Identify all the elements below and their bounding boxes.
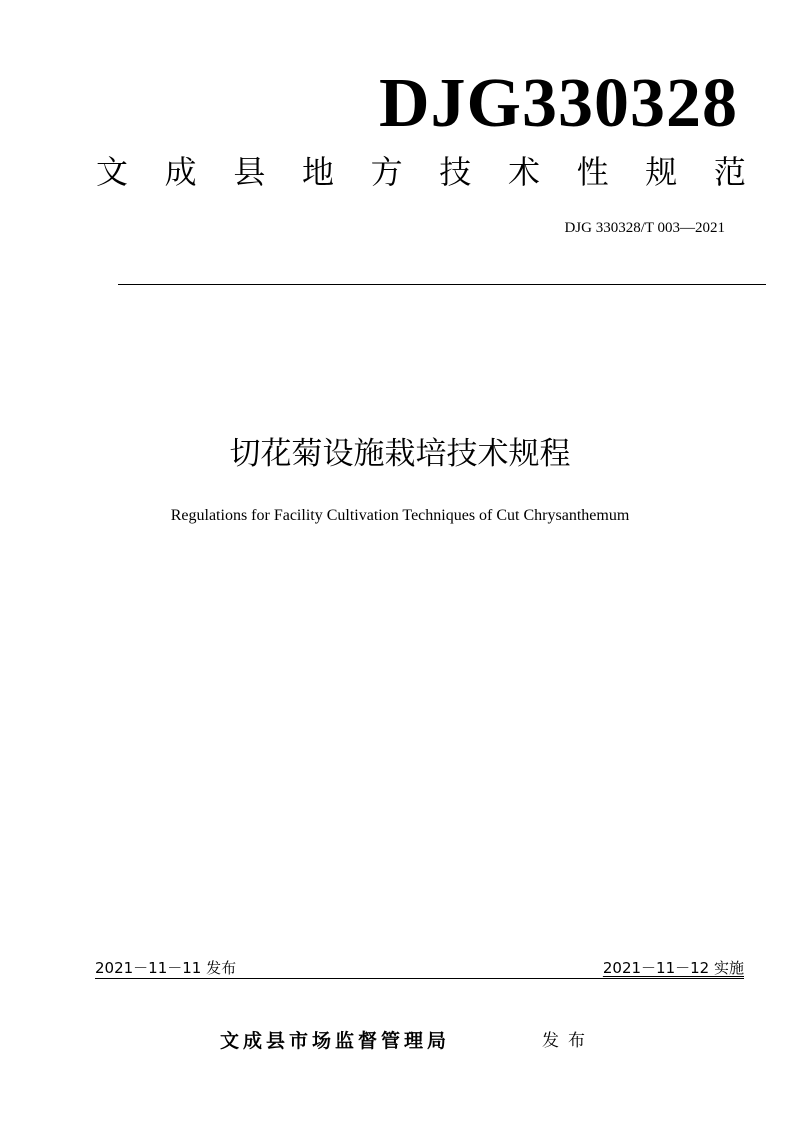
- issue-date: 2021－11－11 发布: [95, 959, 237, 977]
- title-chinese-text: 切花菊设施栽培技术规程: [229, 436, 571, 472]
- header-divider: [118, 284, 766, 285]
- spec-type-char: 县: [233, 153, 266, 191]
- spec-type-char: 规: [645, 153, 678, 191]
- spec-type-char: 术: [507, 153, 540, 191]
- spec-type-char: 文: [96, 153, 129, 191]
- footer-divider: [95, 978, 744, 979]
- implementation-date: [0, 957, 744, 979]
- title-english: Regulations for Facility Cultivation Techniques of Cut Chrysanthemum: [170, 507, 630, 524]
- issue-label: 发布: [542, 1031, 594, 1051]
- implementation-date-text: 2021－11－12 实施: [602, 959, 744, 977]
- issuing-authority: 文成县市场监督管理局: [220, 1030, 451, 1052]
- specification-type-heading: [96, 150, 746, 194]
- title-chinese: [0, 432, 800, 476]
- spec-type-char: 成: [164, 153, 197, 191]
- standard-number: DJG 330328/T 003—2021: [564, 220, 725, 236]
- spec-type-char: 方: [370, 153, 403, 191]
- spec-type-char: 技: [439, 153, 472, 191]
- spec-type-char: 地: [301, 153, 334, 191]
- spec-type-char: 性: [576, 153, 609, 191]
- document-code: DJG330328: [379, 65, 738, 142]
- spec-type-char: 范: [713, 153, 746, 191]
